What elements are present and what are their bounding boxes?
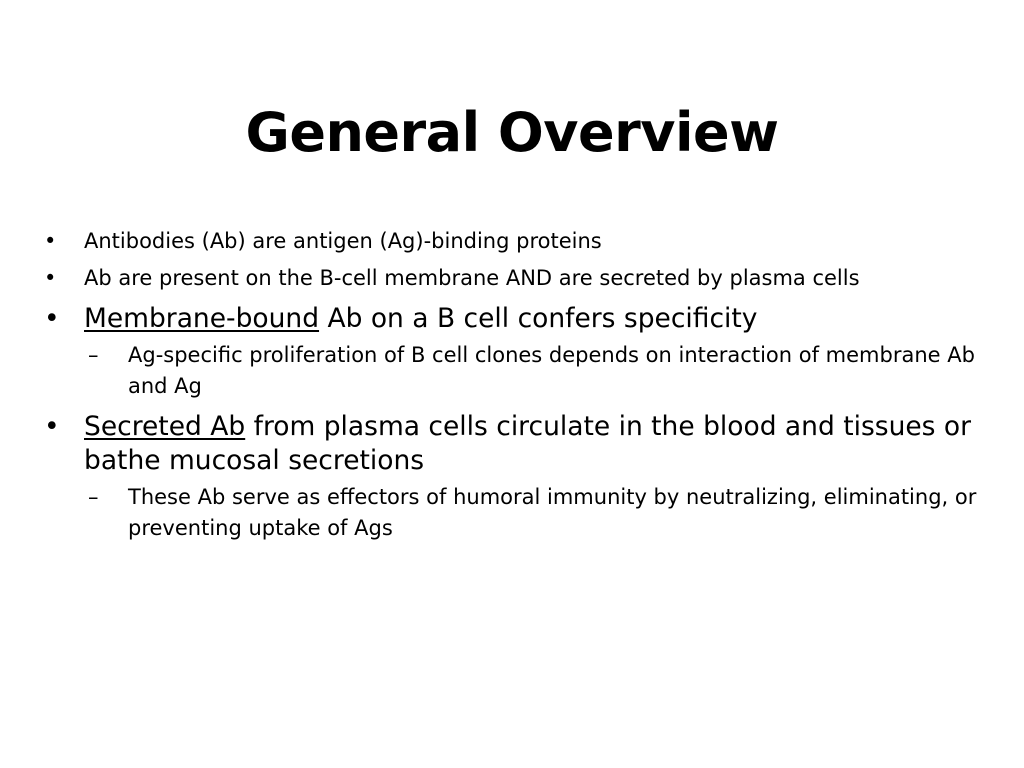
slide-title: General Overview xyxy=(245,101,779,164)
bullet-item xyxy=(44,226,994,257)
bullet-text: Antibodies (Ab) are antigen (Ag)-binding proteins xyxy=(84,229,602,253)
bullet-item xyxy=(44,263,994,294)
bullet-icon: • xyxy=(44,266,57,290)
dash-icon: – xyxy=(88,343,99,367)
underlined-term: Membrane-bound xyxy=(84,303,320,334)
bullet-icon: • xyxy=(44,411,60,442)
bullet-item xyxy=(44,410,994,478)
underlined-term: Secreted Ab xyxy=(84,411,246,442)
slide-body xyxy=(44,226,994,552)
sub-bullet-text: Ag-specific proliferation of B cell clones depends on interaction of membrane Ab and Ag xyxy=(128,343,975,398)
dash-icon: – xyxy=(88,485,99,509)
bullet-item xyxy=(44,302,994,336)
bullet-icon: • xyxy=(44,303,60,334)
sub-bullet-item xyxy=(88,482,994,544)
bullet-text: Ab are present on the B-cell membrane AND are secreted by plasma cells xyxy=(84,266,860,290)
sub-bullet-text: These Ab serve as effectors of humoral immunity by neutralizing, eliminating, or preventing uptake of Ags xyxy=(128,485,977,540)
sub-bullet-item xyxy=(88,340,994,402)
bullet-text: from plasma cells circulate in the blood and tissues or bathe mucosal secretions xyxy=(84,411,972,476)
bullet-icon: • xyxy=(44,229,57,253)
bullet-text: Ab on a B cell confers specificity xyxy=(319,303,758,334)
